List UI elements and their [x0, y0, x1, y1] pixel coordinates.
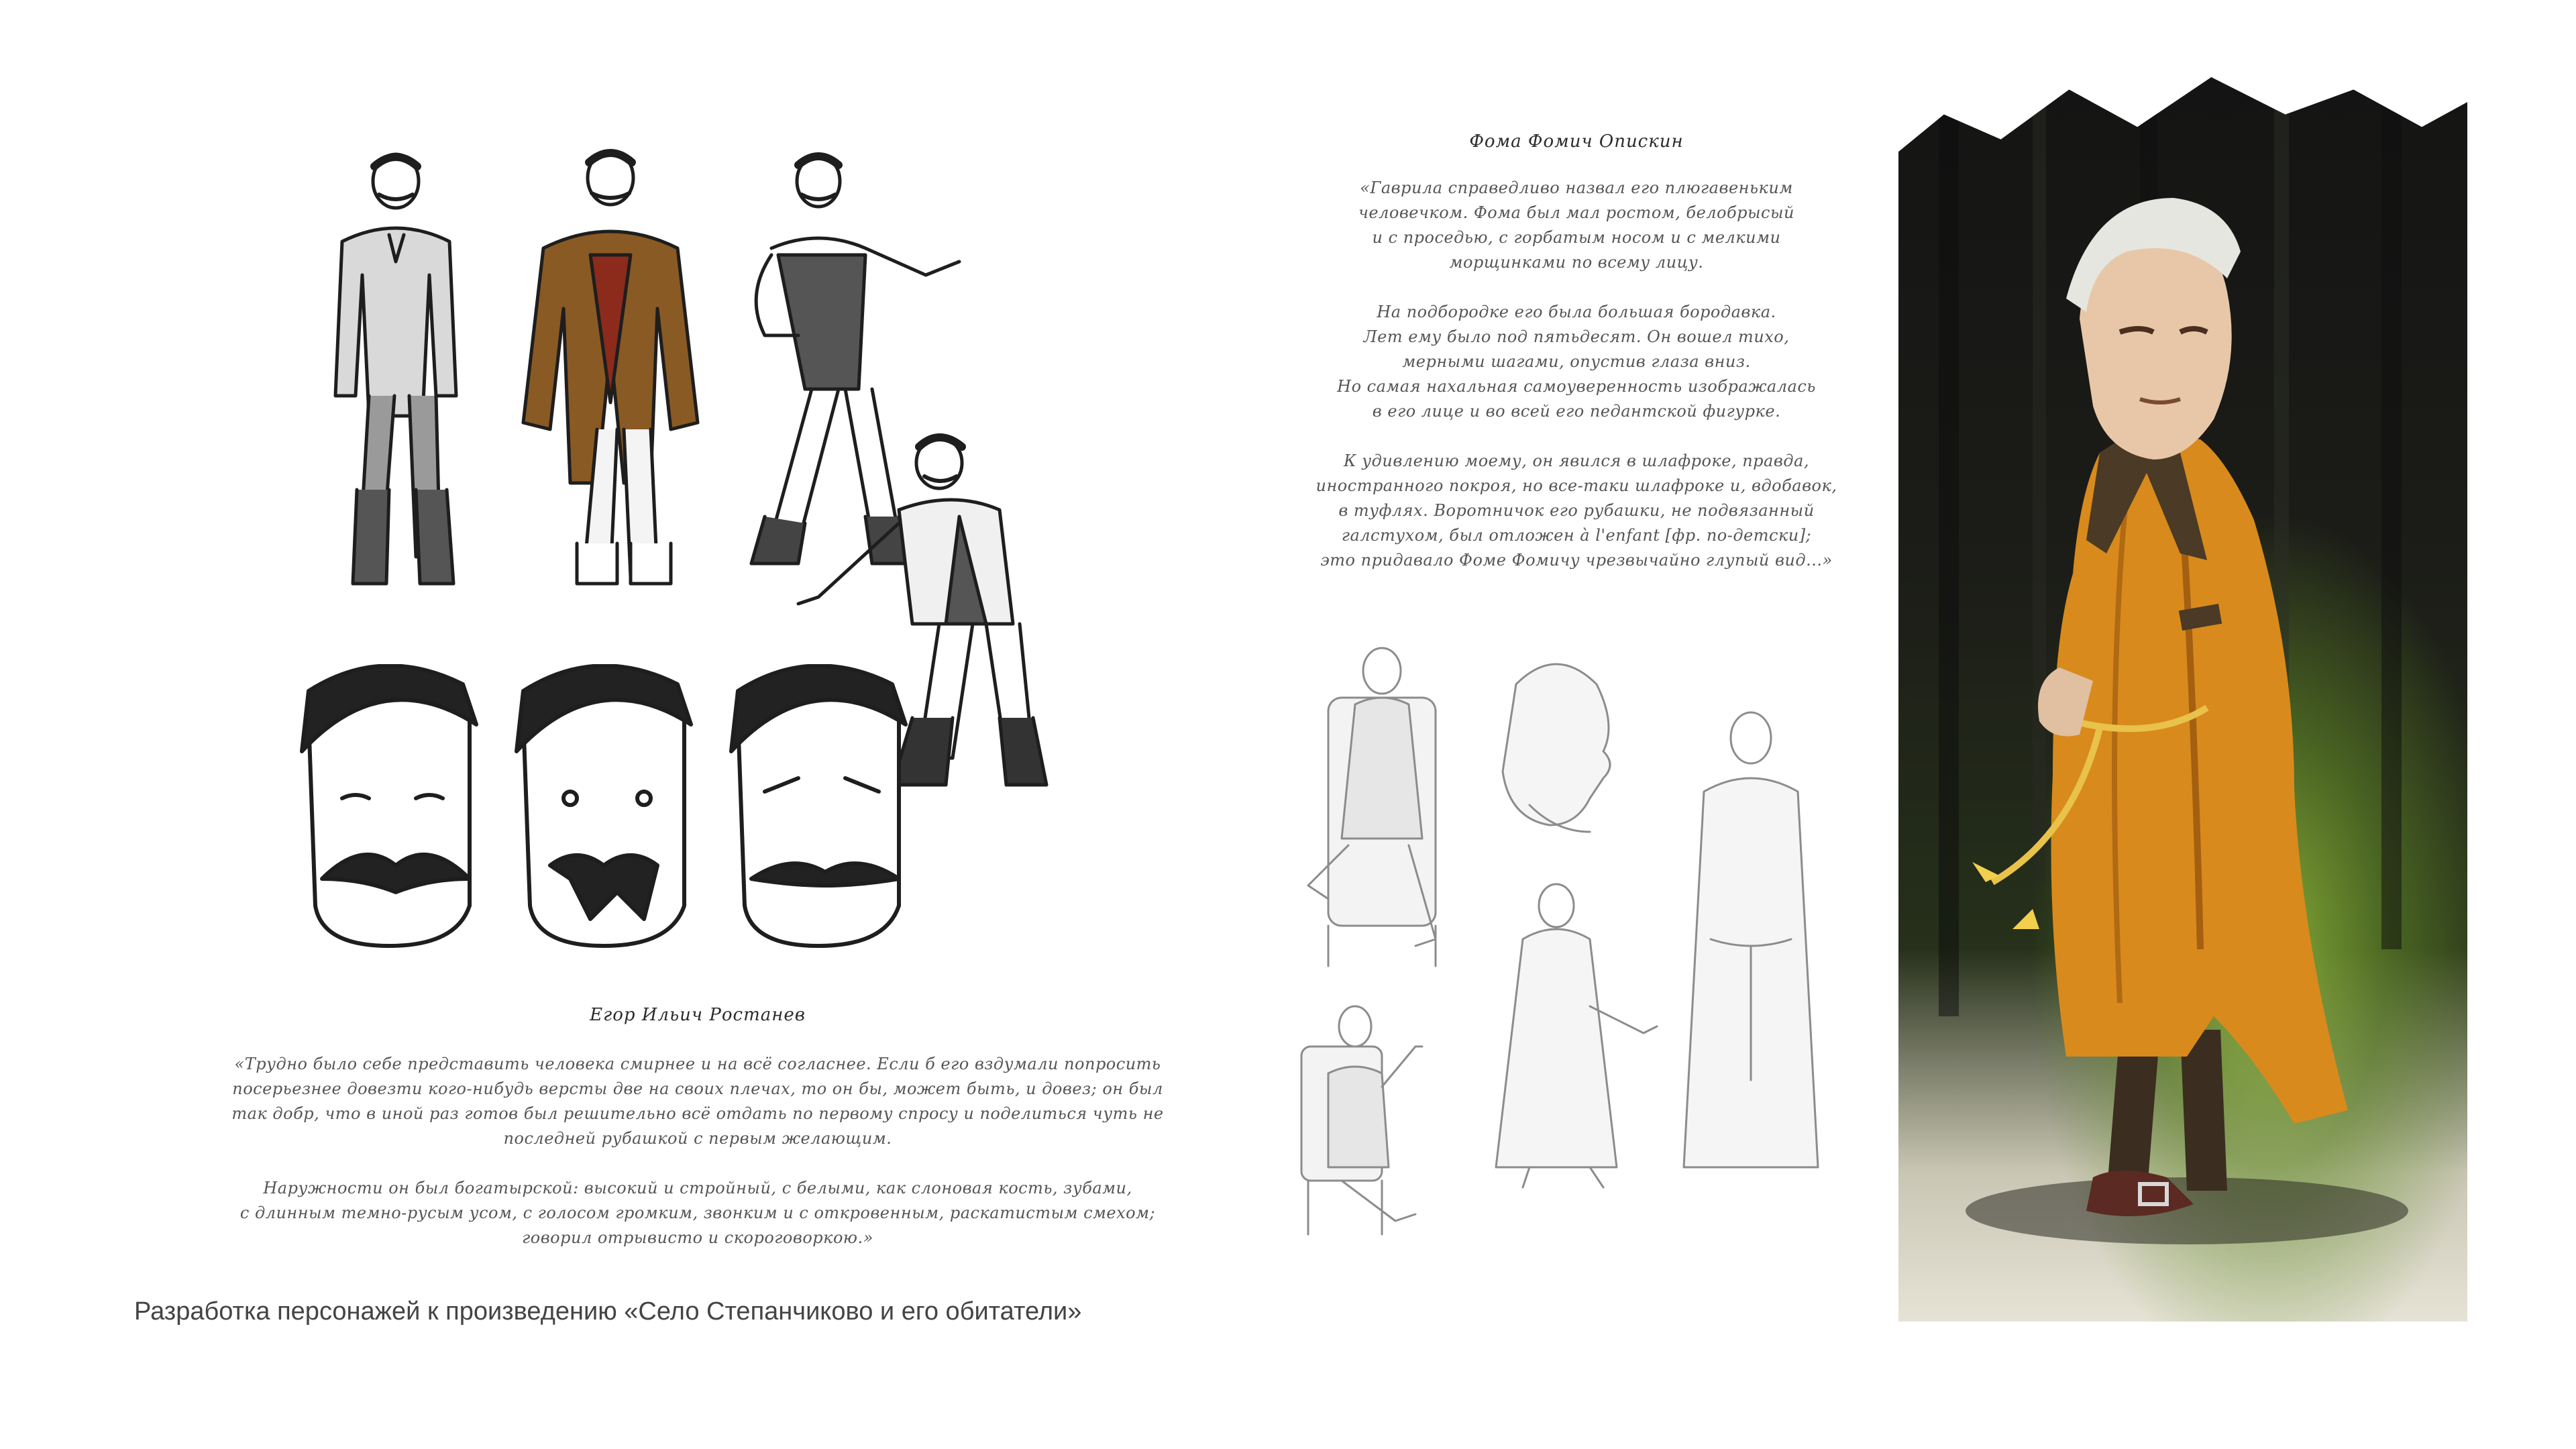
egor-face-stern — [731, 665, 906, 946]
foma-pencil-sketches — [1288, 644, 1865, 1248]
egor-face-sketches-svg — [282, 664, 912, 973]
foma-sketch-standing-robe — [1684, 712, 1818, 1167]
foma-sketch-seated-chair — [1308, 648, 1436, 966]
project-caption: Разработка персонажей к произведению «Село Степанчиково и его обитатели» — [134, 1297, 1082, 1326]
egor-face-sketches — [282, 664, 912, 973]
foma-sketch-seated-small — [1301, 1006, 1422, 1234]
foma-legs — [2086, 1030, 2227, 1216]
foma-painted-illustration — [1898, 77, 2467, 1322]
foma-pencil-sketches-svg — [1288, 644, 1865, 1248]
foma-sketch-profile-head — [1503, 664, 1610, 832]
foma-quote: «Гаврила справедливо назвал его плюгавеньким человечком. Фома был мал ростом, белобрысый и с проседью, с горбатым носом и с мелкими морщинками по всему лицу. На подбородке его была большая бородавка. Лет ему было под пятьдесят. Он вошел тихо, мерными шагами, опустив глаза вниз. Но самая нахальная самоуверенность изображалась в его лице и во всей его педантской фигурке. К удивлению моему, он явился в шлафроке, правда, иностранного покроя, но все-таки шлафроке и, вдобавок, в туфлях. Воротничок его рубашки, не подвязанный галстухом, был отложен à l'enfant [фр. по-детски]; это придавало Фоме Фомичу чрезвычайно глупый вид...» — [1316, 178, 1837, 570]
egor-name-heading: Егор Ильич Ростанев — [590, 1005, 806, 1025]
egor-face-surprised — [517, 665, 691, 946]
egor-figure-front-grey — [335, 154, 456, 584]
foma-sketch-small-standing — [1496, 884, 1657, 1187]
foma-head — [2066, 198, 2241, 460]
egor-figure-brown-coat — [523, 151, 698, 584]
egor-face-smiling — [302, 665, 476, 946]
foma-name-heading: Фома Фомич Опискин — [1469, 131, 1684, 152]
foma-painted-illustration-svg — [1898, 77, 2467, 1322]
egor-quote: «Трудно было себе представить человека смирнее и на всё согласнее. Если б его вздумали попросить посерьезнее довезти кого-нибудь версты две на своих плечах, то он бы, может быть, и довез; он был так добр, что в иной раз готов был решительно всё отдать по первому спросу и поделиться чуть не последней рубашкой с первым желающим. Наружности он был богатырской: высокий и стройный, с белыми, как слоновая кость, зубами, с длинным темно-русым усом, с голосом громким, звонким и с откровенным, раскатистым смехом; говорил отрывисто и скороговоркою.» — [231, 1055, 1164, 1247]
